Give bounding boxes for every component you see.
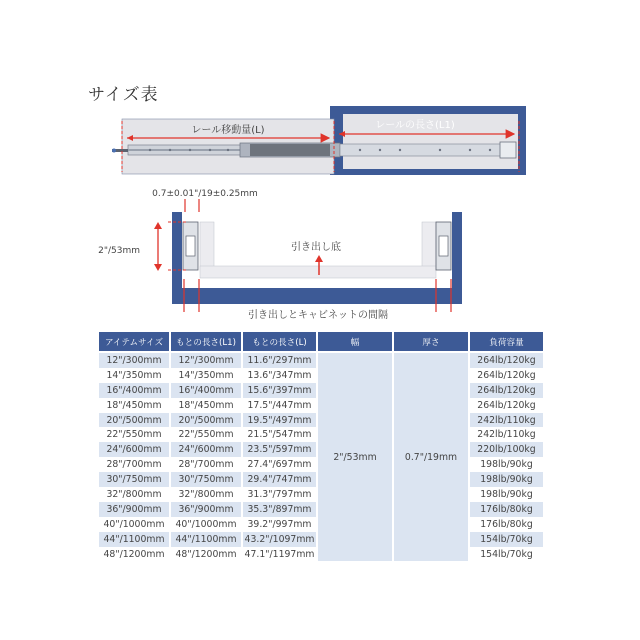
col-header-width: 幅 (318, 332, 392, 351)
height-label: 2"/53mm (98, 246, 140, 256)
cell-width: 2"/53mm (318, 351, 392, 561)
cell-item-size: 12"/300mm (99, 351, 169, 368)
cell-original-length-l1: 22"/550mm (171, 427, 241, 442)
cell-original-length-l: 27.4"/697mm (243, 457, 316, 472)
cell-thickness: 0.7"/19mm (394, 351, 468, 561)
cell-item-size: 36"/900mm (99, 502, 169, 517)
cell-original-length-l1: 36"/900mm (171, 502, 241, 517)
cell-item-size: 28"/700mm (99, 457, 169, 472)
cell-original-length-l1: 32"/800mm (171, 487, 241, 502)
travel-label: レール移動量(L) (191, 125, 265, 136)
cell-original-length-l: 35.3"/897mm (243, 502, 316, 517)
col-header-original-length-l1: もとの長さ(L1) (171, 332, 241, 351)
cell-original-length-l: 39.2"/997mm (243, 517, 316, 532)
cell-original-length-l: 31.3"/797mm (243, 487, 316, 502)
cell-load-capacity: 154lb/70kg (470, 547, 543, 562)
thickness-label: 0.7±0.01"/19±0.25mm (152, 189, 258, 199)
cell-item-size: 30"/750mm (99, 472, 169, 487)
cell-original-length-l: 15.6"/397mm (243, 383, 316, 398)
cell-load-capacity: 264lb/120kg (470, 383, 543, 398)
cell-load-capacity: 220lb/100kg (470, 442, 543, 457)
drawer-bottom-label: 引き出し底 (291, 242, 341, 253)
cell-item-size: 48"/1200mm (99, 547, 169, 562)
cell-load-capacity: 264lb/120kg (470, 351, 543, 368)
cell-original-length-l: 11.6"/297mm (243, 351, 316, 368)
rail-side-view (112, 106, 526, 175)
cell-original-length-l: 19.5"/497mm (243, 413, 316, 428)
cell-original-length-l: 23.5"/597mm (243, 442, 316, 457)
cell-item-size: 44"/1100mm (99, 532, 169, 547)
cell-original-length-l1: 30"/750mm (171, 472, 241, 487)
page-title: サイズ表 (88, 85, 159, 105)
cell-item-size: 32"/800mm (99, 487, 169, 502)
cell-item-size: 18"/450mm (99, 398, 169, 413)
cell-item-size: 14"/350mm (99, 368, 169, 383)
cell-load-capacity: 198lb/90kg (470, 487, 543, 502)
col-header-item-size: アイテムサイズ (99, 332, 169, 351)
cell-load-capacity: 242lb/110kg (470, 413, 543, 428)
cell-item-size: 16"/400mm (99, 383, 169, 398)
cell-original-length-l: 17.5"/447mm (243, 398, 316, 413)
col-header-original-length-l: もとの長さ(L) (243, 332, 316, 351)
cell-original-length-l1: 16"/400mm (171, 383, 241, 398)
cell-load-capacity: 198lb/90kg (470, 472, 543, 487)
length-label: レールの長さ(L1) (375, 120, 455, 131)
col-header-thickness: 厚さ (394, 332, 468, 351)
cell-original-length-l: 21.5"/547mm (243, 427, 316, 442)
cell-original-length-l: 29.4"/747mm (243, 472, 316, 487)
cell-load-capacity: 264lb/120kg (470, 368, 543, 383)
cell-original-length-l1: 18"/450mm (171, 398, 241, 413)
gap-label: 引き出しとキャビネットの間隔 (248, 310, 388, 321)
cell-load-capacity: 154lb/70kg (470, 532, 543, 547)
cell-load-capacity: 176lb/80kg (470, 502, 543, 517)
cell-original-length-l1: 24"/600mm (171, 442, 241, 457)
cell-original-length-l1: 48"/1200mm (171, 547, 241, 562)
cell-item-size: 40"/1000mm (99, 517, 169, 532)
cell-original-length-l1: 40"/1000mm (171, 517, 241, 532)
cell-item-size: 24"/600mm (99, 442, 169, 457)
cell-load-capacity: 264lb/120kg (470, 398, 543, 413)
cell-original-length-l1: 12"/300mm (171, 351, 241, 368)
table-row (99, 351, 543, 368)
cell-original-length-l1: 44"/1100mm (171, 532, 241, 547)
table-header-row (99, 332, 543, 351)
cell-original-length-l: 47.1"/1197mm (244, 548, 315, 560)
cell-original-length-l: 43.2"/1097mm (244, 533, 315, 545)
cell-load-capacity: 198lb/90kg (470, 457, 543, 472)
cell-load-capacity: 176lb/80kg (470, 517, 543, 532)
cell-load-capacity: 242lb/110kg (470, 427, 543, 442)
cell-item-size: 20"/500mm (99, 413, 169, 428)
cell-original-length-l1: 28"/700mm (171, 457, 241, 472)
cell-original-length-l1: 20"/500mm (171, 413, 241, 428)
cell-original-length-l1: 14"/350mm (171, 368, 241, 383)
col-header-load-capacity: 負荷容量 (470, 332, 543, 351)
size-table (97, 332, 545, 561)
cell-item-size: 22"/550mm (99, 427, 169, 442)
cell-original-length-l: 13.6"/347mm (243, 368, 316, 383)
